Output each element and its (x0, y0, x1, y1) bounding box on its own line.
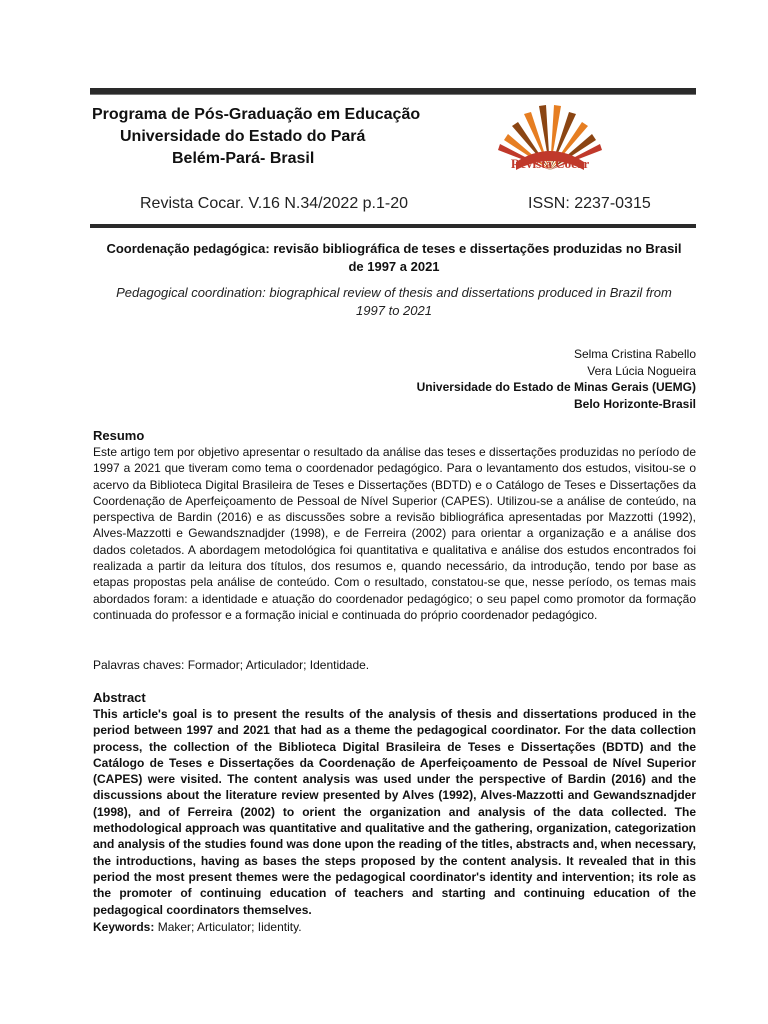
resumo-text: Este artigo tem por objetivo apresentar o resultado da análise das teses e dissertações produzidas no período de 1997 a 2021 que tiveram como tema o coordenador pedagógico. Para o levantamento dos estudos, visitou-se o acervo da Biblioteca Digital Brasileira de Teses e Dissertações (BDTD) e o Catálogo de Teses e Dissertações da Coordenação de Aperfeiçoamento de Pessoal de Nível Superior (CAPES). Utilizou-se a análise de conteúdo, na perspectiva de Bardin (2016) e as discussões sobre a revisão bibliográfica apresentadas por Mazzotti (1992), Alves-Mazzotti e Gewandsznadjder (1998), e de Ferreira (2002) para orientar a organização e a análise dos dados coletados. A abordagem metodológica foi quantitativa e qualitativa e análise dos estudos encontrados foi realizada a partir da leitura dos títulos, dos resumos e, quando necessário, da introdução, tendo por base as etapas propostas pela análise de conteúdo. Com o resultado, constatou-se que, nesse período, os temas mais abordados foram: a identidade e atuação do coordenador pedagógico; o seu papel como promotor da formação continuada do professor e a formação inicial e continuada do próprio coordenador pedagógico. (93, 445, 696, 622)
institution-location: Belém-Pará- Brasil (172, 150, 315, 167)
keywords-value: Maker; Articulator; Iidentity. (157, 920, 302, 934)
university-name: Universidade do Estado do Pará (120, 128, 366, 145)
header-top-rule (90, 88, 696, 95)
issn: ISSN: 2237-0315 (528, 195, 651, 212)
journal-citation: Revista Cocar. V.16 N.34/2022 p.1-20 (140, 195, 409, 212)
author-name: Vera Lúcia Nogueira (587, 363, 696, 378)
resumo-heading: Resumo (93, 428, 145, 443)
resumo-keywords: Palavras chaves: Formador; Articulador; Identidade. (93, 658, 370, 672)
author-affiliation: Universidade do Estado de Minas Gerais (UEMG) (416, 380, 696, 394)
keywords-label: Keywords: (93, 920, 155, 934)
title-english: Pedagogical coordination: biographical review of thesis and dissertations produced in Brazil from 1997 to 2021 (116, 285, 672, 318)
program-name: Programa de Pós-Graduação em Educação (92, 106, 421, 123)
institution-block (92, 104, 472, 170)
author-location: Belo Horizonte-Brasil (573, 396, 696, 411)
authors-block (417, 346, 696, 412)
title-portuguese: Coordenação pedagógica: revisão bibliográfica de teses e dissertações produzidas no Brasil de 1997 a 2021 (106, 241, 682, 274)
logo-caption: Revista Cocar (510, 156, 590, 171)
header-bottom-rule (90, 224, 696, 228)
abstract-text: This article's goal is to present the results of the analysis of thesis and dissertations produced in the period between 1997 and 2021 that had as a theme the pedagogical coordinator. For the data collection process, the collection of the Biblioteca Digital Brasileira de Teses e Dissertações (BDTD) and the Catálogo de Teses e Dissertações da Coordenação de Aperfeiçoamento de Pessoal de Nível Superior (CAPES) were visited. The content analysis was used under the perspective of Bardin (2016) and the discussions about the literature review presented by Alves (1992), Alves-Mazzotti and Gewandsznadjder (1998), and of Ferreira (2002) to orient the organization and analysis of the data collected. The methodological approach was quantitative and qualitative and the gathering, organization, categorization and analysis of the studies found was done upon the reading of the titles, abstracts and, when necessary, the introductions, having as bases the steps proposed by the content analysis. It revealed that in this period the most present themes were the pedagogical coordinator's identity and intervention; its role as the promoter of continuing education of teachers and starting and continuing education of the pedagogical coordinators themselves. (93, 707, 696, 917)
abstract-keywords (93, 919, 696, 935)
abstract-heading: Abstract (93, 690, 146, 705)
author-name: Selma Cristina Rabello (573, 347, 696, 361)
